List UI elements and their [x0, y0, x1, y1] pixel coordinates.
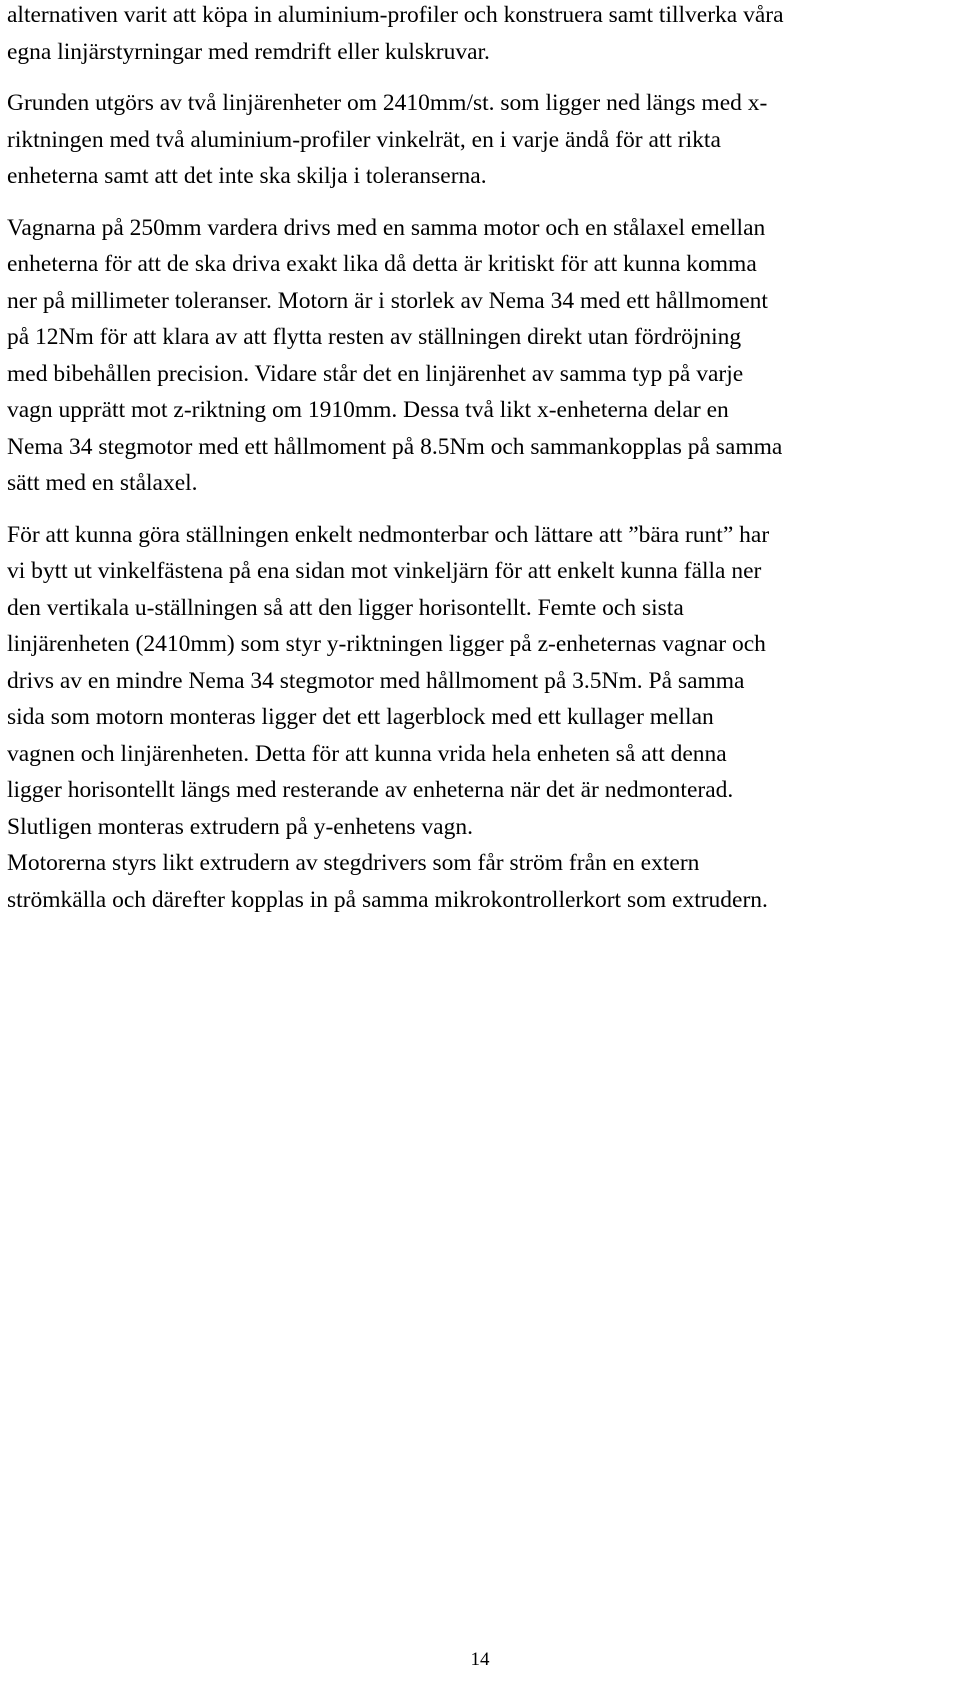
text-line: drivs av en mindre Nema 34 stegmotor med hållmoment på 3.5Nm. På samma — [7, 667, 745, 694]
paragraph-2 — [7, 85, 953, 195]
text-line: linjärenheten (2410mm) som styr y-riktningen ligger på z-enheternas vagnar och — [7, 631, 766, 657]
text-line: på 12Nm för att klara av att flytta resten av ställningen direkt utan fördröjning — [7, 324, 742, 350]
text-line: Slutligen monteras extrudern på y-enhetens vagn. — [7, 813, 473, 840]
paragraph-3 — [7, 210, 953, 502]
text-line: Nema 34 stegmotor med ett hållmoment på 8.5Nm och sammankopplas på samma — [7, 433, 783, 460]
text-line: sida som motorn monteras ligger det ett lagerblock med ett kullager mellan — [7, 704, 714, 730]
text-line: riktningen med två aluminium-profiler vinkelrät, en i varje ändå för att rikta — [7, 126, 721, 153]
text-line: ligger horisontellt längs med resterande av enheterna när det är nedmonterad. — [7, 777, 734, 803]
text-line: ner på millimeter toleranser. Motorn är i storlek av Nema 34 med ett hållmoment — [7, 287, 768, 314]
text-line: enheterna samt att det inte ska skilja i toleranserna. — [7, 163, 487, 189]
text-line: alternativen varit att köpa in aluminium-profiler och konstruera samt tillverka våra — [7, 2, 784, 28]
text-line: vi bytt ut vinkelfästena på ena sidan mot vinkeljärn för att enkelt kunna fälla ner — [7, 558, 762, 584]
text-line: enheterna för att de ska driva exakt lika då detta är kritiskt för att kunna komma — [7, 251, 757, 277]
text-line: Vagnarna på 250mm vardera drivs med en samma motor och en stålaxel emellan — [7, 214, 766, 241]
text-line: Grunden utgörs av två linjärenheter om 2410mm/st. som ligger ned längs med x- — [7, 90, 768, 116]
text-line: För att kunna göra ställningen enkelt nedmonterbar och lättare att ”bära runt” har — [7, 521, 770, 548]
text-line: egna linjärstyrningar med remdrift eller kulskruvar. — [7, 38, 490, 65]
text-line: vagn upprätt mot z-riktning om 1910mm. Dessa två likt x-enheterna delar en — [7, 397, 729, 423]
text-line: vagnen och linjärenheten. Detta för att kunna vrida hela enheten så att denna — [7, 740, 727, 767]
paragraph-4 — [7, 517, 953, 846]
text-line: sätt med en stålaxel. — [7, 470, 198, 496]
text-line: med bibehållen precision. Vidare står det en linjärenhet av samma typ på varje — [7, 360, 744, 387]
paragraph-5 — [7, 845, 953, 918]
text-line: strömkälla och därefter kopplas in på samma mikrokontrollerkort som extrudern. — [7, 886, 768, 913]
body-text — [7, 0, 953, 918]
text-line: den vertikala u-ställningen så att den ligger horisontellt. Femte och sista — [7, 594, 684, 621]
page-number: 14 — [470, 1649, 490, 1670]
text-line: Motorerna styrs likt extrudern av stegdrivers som får ström från en extern — [7, 850, 700, 876]
paragraph-1 — [7, 0, 953, 70]
